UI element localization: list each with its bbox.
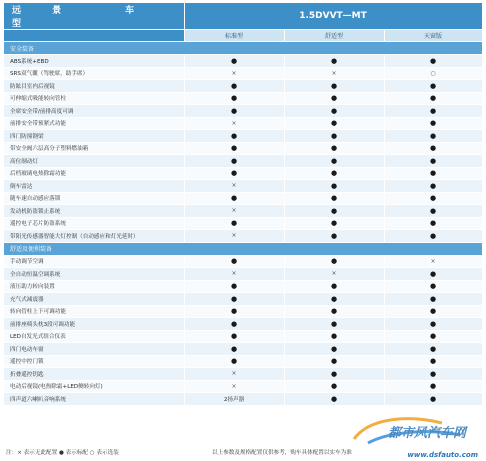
feature-value: ● — [284, 393, 384, 406]
feature-row — [4, 393, 482, 406]
feature-row — [4, 280, 482, 293]
feature-value: ● — [184, 355, 284, 368]
feature-value: ● — [384, 205, 482, 218]
feature-row — [4, 142, 482, 155]
feature-label: 电动后视镜(电热除霜+LED侧转向灯) — [4, 380, 184, 393]
feature-label: 防眩目室内后视镜 — [4, 80, 184, 93]
feature-label: 可伸缩式吸能转向管柱 — [4, 92, 184, 105]
feature-value: ● — [184, 280, 284, 293]
spec-body — [4, 42, 482, 406]
feature-value: ● — [384, 217, 482, 230]
trim-comfort: 舒适型 — [284, 30, 384, 42]
feature-value: ● — [184, 255, 284, 268]
feature-value: ● — [184, 217, 284, 230]
feature-value: × — [384, 255, 482, 268]
feature-value: × — [284, 67, 384, 80]
feature-value: ● — [384, 330, 482, 343]
engine-header: 1.5DVVT—MT — [184, 3, 482, 30]
feature-value: ● — [284, 230, 384, 243]
feature-row — [4, 117, 482, 130]
feature-label: ABS系统+EBD — [4, 55, 184, 68]
feature-value: ● — [184, 167, 284, 180]
remote-label: 远 景 — [12, 6, 76, 16]
disclaimer-text: 以上参数及规格配置仅供参考，购车具体配置以实车为准 — [212, 450, 352, 456]
svg-text:都市风汽车网: 都市风汽车网 — [388, 426, 467, 441]
feature-label: 遥控电子芯片防盗系统 — [4, 217, 184, 230]
feature-label: 前排安全带预紧式功能 — [4, 117, 184, 130]
feature-row — [4, 92, 482, 105]
feature-value: × — [184, 205, 284, 218]
watermark-url: www.dsfauto.com — [407, 451, 478, 459]
feature-value: 2扬声器 — [184, 393, 284, 406]
feature-label: 高位制动灯 — [4, 155, 184, 168]
feature-row — [4, 55, 482, 68]
watermark-logo — [350, 413, 480, 447]
feature-value: ● — [184, 55, 284, 68]
feature-value: ● — [384, 280, 482, 293]
feature-value: ● — [184, 130, 284, 143]
section-header — [4, 42, 482, 55]
feature-value: ● — [384, 355, 482, 368]
feature-label: 手动调节空调 — [4, 255, 184, 268]
feature-row — [4, 155, 482, 168]
feature-value: ● — [284, 105, 384, 118]
feature-value: ● — [184, 343, 284, 356]
feature-value: × — [184, 368, 284, 381]
feature-value: ● — [284, 80, 384, 93]
feature-row — [4, 67, 482, 80]
feature-value: ● — [284, 142, 384, 155]
feature-value: ● — [384, 393, 482, 406]
feature-label: 随车速自动感应落锁 — [4, 192, 184, 205]
feature-value: × — [184, 268, 284, 281]
feature-value: ● — [284, 255, 384, 268]
feature-label: 前排座椅头枕3段可调功能 — [4, 318, 184, 331]
feature-value: × — [184, 67, 284, 80]
feature-value: ● — [184, 318, 284, 331]
feature-value: ● — [284, 205, 384, 218]
corner-header — [4, 3, 184, 30]
feature-value: × — [184, 230, 284, 243]
feature-value: ● — [284, 92, 384, 105]
feature-row — [4, 105, 482, 118]
feature-row — [4, 380, 482, 393]
trim-sunroof: 天窗版 — [384, 30, 482, 42]
feature-value: × — [284, 268, 384, 281]
feature-value: ● — [184, 293, 284, 306]
feature-value: ● — [384, 268, 482, 281]
feature-value: ● — [384, 230, 482, 243]
feature-value: ○ — [384, 67, 482, 80]
feature-label: 折叠遥控钥匙 — [4, 368, 184, 381]
feature-row — [4, 330, 482, 343]
feature-row — [4, 355, 482, 368]
feature-label: 四门电动车窗 — [4, 343, 184, 356]
feature-value: ● — [384, 343, 482, 356]
feature-label: 后档玻璃电热除霜功能 — [4, 167, 184, 180]
feature-value: ● — [284, 380, 384, 393]
feature-row — [4, 167, 482, 180]
spec-sheet — [4, 3, 482, 406]
trim-standard: 标准型 — [184, 30, 284, 42]
feature-value: ● — [284, 318, 384, 331]
feature-row — [4, 205, 482, 218]
spec-table — [4, 3, 483, 406]
feature-value: ● — [284, 330, 384, 343]
feature-row — [4, 230, 482, 243]
feature-value: ● — [384, 142, 482, 155]
feature-value: ● — [184, 142, 284, 155]
feature-row — [4, 268, 482, 281]
feature-value: ● — [384, 92, 482, 105]
feature-value: ● — [384, 105, 482, 118]
feature-row — [4, 318, 482, 331]
feature-value: ● — [384, 293, 482, 306]
feature-label: 四门防撞钢梁 — [4, 130, 184, 143]
feature-value: ● — [284, 293, 384, 306]
feature-value: ● — [384, 167, 482, 180]
feature-value: ● — [184, 105, 284, 118]
feature-label: 全自动恒温空调系统 — [4, 268, 184, 281]
feature-value: ● — [184, 80, 284, 93]
feature-row — [4, 180, 482, 193]
feature-value: ● — [284, 167, 384, 180]
feature-value: ● — [284, 280, 384, 293]
feature-row — [4, 192, 482, 205]
feature-label: 带阳光传感器智能大灯控制（自动感应和灯光延时） — [4, 230, 184, 243]
feature-label: 充气式减震器 — [4, 293, 184, 306]
feature-value: ● — [384, 155, 482, 168]
legend-text: 注：× 表示无此配置 ● 表示标配 ○ 表示选装 — [6, 450, 119, 456]
feature-value: ● — [384, 180, 482, 193]
feature-value: ● — [184, 305, 284, 318]
feature-label: 遥控中控门锁 — [4, 355, 184, 368]
feature-value: ● — [384, 192, 482, 205]
feature-row — [4, 343, 482, 356]
feature-row — [4, 368, 482, 381]
feature-value: ● — [284, 305, 384, 318]
feature-value: × — [184, 380, 284, 393]
feature-value: ● — [384, 117, 482, 130]
feature-value: ● — [284, 55, 384, 68]
feature-value: × — [184, 180, 284, 193]
feature-row — [4, 305, 482, 318]
feature-row — [4, 217, 482, 230]
section-title: 舒适及便利装备 — [4, 242, 482, 255]
feature-value: ● — [284, 180, 384, 193]
feature-value: ● — [384, 55, 482, 68]
feature-value: ● — [384, 130, 482, 143]
feature-label: 四声道六喇叭音响系统 — [4, 393, 184, 406]
feature-label: SRS双气囊（驾驶席，助手席） — [4, 67, 184, 80]
feature-value: × — [184, 117, 284, 130]
feature-value: ● — [284, 343, 384, 356]
feature-label: LED自发光式组合仪表 — [4, 330, 184, 343]
feature-value: ● — [384, 318, 482, 331]
feature-label: 全席安全带/前排高度可调 — [4, 105, 184, 118]
feature-value: ● — [384, 305, 482, 318]
feature-value: ● — [184, 192, 284, 205]
feature-value: ● — [184, 155, 284, 168]
feature-label: 带安全阀六层高分子塑料燃油箱 — [4, 142, 184, 155]
feature-value: ● — [284, 192, 384, 205]
feature-value: ● — [284, 368, 384, 381]
feature-row — [4, 293, 482, 306]
trim-corner — [4, 30, 184, 42]
feature-value: ● — [384, 380, 482, 393]
feature-value: ● — [284, 355, 384, 368]
feature-label: 倒车雷达 — [4, 180, 184, 193]
feature-value: ● — [284, 155, 384, 168]
section-header — [4, 242, 482, 255]
feature-value: ● — [184, 330, 284, 343]
feature-label: 液压助力转向装置 — [4, 280, 184, 293]
feature-value: ● — [384, 368, 482, 381]
feature-label: 转向管柱上下可调功能 — [4, 305, 184, 318]
feature-row — [4, 130, 482, 143]
feature-row — [4, 255, 482, 268]
header-row — [4, 3, 482, 30]
section-title: 安全装备 — [4, 42, 482, 55]
feature-label: 发动机防盗锁止系统 — [4, 205, 184, 218]
feature-value: ● — [284, 117, 384, 130]
feature-value: ● — [284, 130, 384, 143]
feature-value: ● — [184, 92, 284, 105]
feature-value: ● — [284, 217, 384, 230]
feature-value: ● — [384, 80, 482, 93]
feature-row — [4, 80, 482, 93]
trim-row — [4, 30, 482, 42]
type-label: 车 型 — [12, 6, 149, 29]
